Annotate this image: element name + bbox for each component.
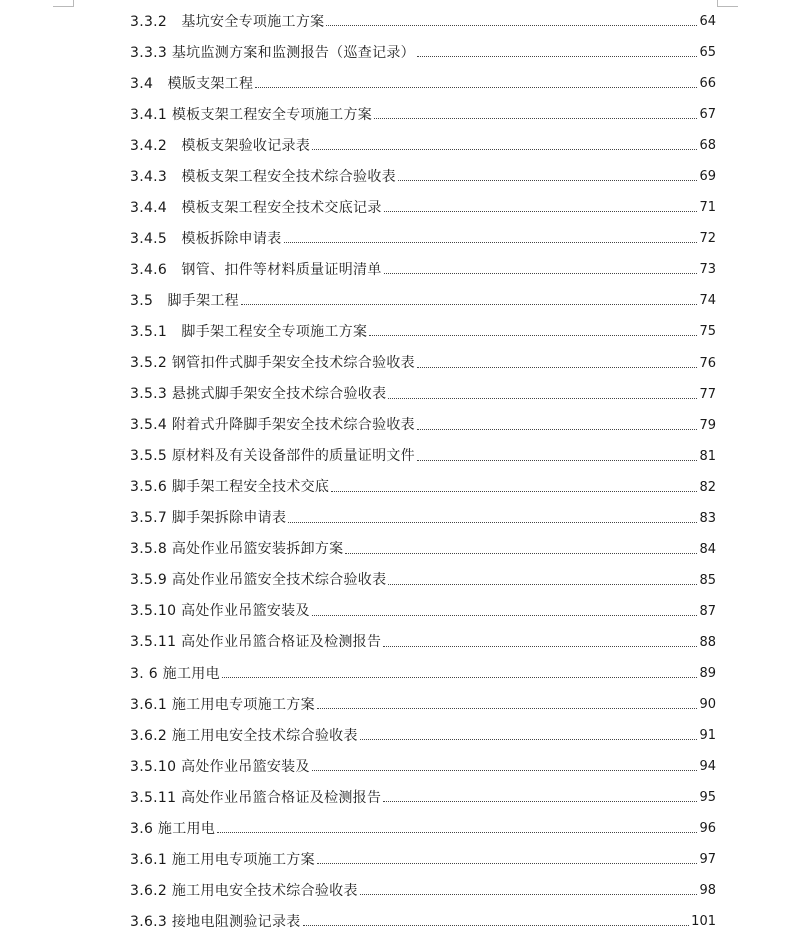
toc-entry[interactable]	[130, 689, 716, 720]
toc-entry[interactable]	[130, 37, 716, 68]
toc-leader-dots	[288, 522, 697, 523]
toc-entry-label: 3.5.2 钢管扣件式脚手架安全技术综合验收表	[130, 355, 415, 372]
toc-entry[interactable]	[130, 130, 716, 161]
crop-mark-top-right	[717, 0, 738, 7]
toc-page-number: 89	[699, 666, 716, 681]
toc-leader-dots	[241, 304, 697, 305]
toc-entry[interactable]	[130, 192, 716, 223]
toc-page-number: 98	[699, 883, 716, 899]
toc-entry[interactable]	[130, 410, 716, 441]
toc-entry[interactable]	[130, 534, 716, 565]
toc-entry-label: 3.4.4 模板支架工程安全技术交底记录	[130, 199, 382, 216]
toc-entry[interactable]	[130, 875, 716, 906]
toc-leader-dots	[360, 739, 698, 740]
toc-entry[interactable]	[130, 99, 716, 130]
toc-page-number: 101	[691, 914, 716, 930]
toc-entry[interactable]	[130, 503, 716, 534]
toc-leader-dots	[369, 335, 697, 336]
toc-leader-dots	[417, 56, 697, 57]
toc-entry-label: 3.6.3 接地电阻测验记录表	[130, 913, 301, 930]
toc-page-number: 81	[699, 448, 716, 464]
toc-entry-label: 3.4.3 模板支架工程安全技术综合验收表	[130, 168, 396, 185]
toc-page-number: 65	[699, 45, 716, 61]
toc-page-number: 67	[699, 107, 716, 123]
toc-page-number: 64	[699, 14, 716, 30]
toc-page-number: 82	[699, 479, 716, 495]
toc-entry[interactable]	[130, 782, 716, 813]
toc-entry[interactable]	[130, 379, 716, 410]
toc-entry[interactable]	[130, 161, 716, 192]
toc-leader-dots	[312, 615, 698, 616]
toc-page-number: 95	[699, 790, 716, 806]
toc-entry-label: 3.6.1 施工用电专项施工方案	[130, 696, 315, 713]
toc-leader-dots	[217, 832, 697, 833]
toc-leader-dots	[255, 87, 697, 88]
toc-leader-dots	[326, 25, 697, 26]
toc-entry-label: 3.5.5 原材料及有关设备部件的质量证明文件	[130, 448, 415, 465]
toc-page-number: 84	[699, 541, 716, 557]
toc-page-number: 69	[699, 169, 716, 185]
toc-page-number: 75	[699, 324, 716, 340]
toc-entry-label: 3.5.10 高处作业吊篮安装及	[130, 603, 310, 620]
toc-entry-label: 3.3.2 基坑安全专项施工方案	[130, 13, 325, 30]
toc-entry[interactable]	[130, 348, 716, 379]
toc-entry-label: 3.6.1 施工用电专项施工方案	[130, 851, 315, 868]
toc-entry-label: 3.6.2 施工用电安全技术综合验收表	[130, 727, 358, 744]
toc-entry-label: 3.5.10 高处作业吊篮安装及	[130, 758, 310, 775]
toc-page-number: 73	[699, 262, 716, 278]
toc-entry[interactable]	[130, 316, 716, 347]
toc-entry-label: 3.4.5 模板拆除申请表	[130, 230, 282, 247]
toc-entry-label: 3.5.11 高处作业吊篮合格证及检测报告	[130, 634, 382, 651]
toc-leader-dots	[317, 863, 698, 864]
toc-entry-label: 3.4.2 模板支架验收记录表	[130, 137, 311, 154]
toc-entry[interactable]	[130, 223, 716, 254]
toc-entry[interactable]	[130, 472, 716, 503]
crop-mark-top-left	[53, 0, 74, 7]
toc-entry[interactable]	[130, 285, 716, 316]
toc-leader-dots	[417, 460, 697, 461]
toc-entry-label: 3.3.3 基坑监测方案和监测报告（巡查记录）	[130, 44, 415, 61]
toc-leader-dots	[383, 646, 697, 647]
toc-page-number: 94	[699, 759, 716, 775]
toc-entry-label: 3.4.1 模板支架工程安全专项施工方案	[130, 106, 373, 123]
toc-entry-label: 3.5.3 悬挑式脚手架安全技术综合验收表	[130, 386, 387, 403]
toc-entry-label: 3.5.9 高处作业吊篮安全技术综合验收表	[130, 572, 387, 589]
toc-leader-dots	[374, 118, 697, 119]
toc-entry-label: 3.6.2 施工用电安全技术综合验收表	[130, 882, 358, 899]
toc-entry[interactable]	[130, 844, 716, 875]
toc-page-number: 87	[699, 603, 716, 619]
toc-leader-dots	[384, 211, 698, 212]
toc-entry-label: 3.5.7 脚手架拆除申请表	[130, 510, 287, 527]
toc-leader-dots	[388, 398, 697, 399]
toc-leader-dots	[312, 770, 698, 771]
toc-leader-dots	[388, 584, 697, 585]
toc-entry-label: 3. 6 施工用电	[130, 665, 220, 682]
toc-leader-dots	[417, 367, 697, 368]
table-of-contents	[130, 6, 716, 937]
toc-entry[interactable]	[130, 68, 716, 99]
toc-leader-dots	[360, 894, 698, 895]
toc-leader-dots	[417, 429, 697, 430]
toc-page-number: 85	[699, 572, 716, 588]
toc-page-number: 79	[699, 417, 716, 433]
toc-leader-dots	[312, 149, 697, 150]
toc-leader-dots	[384, 273, 698, 274]
toc-page-number: 90	[699, 697, 716, 713]
toc-page-number: 68	[699, 138, 716, 154]
toc-entry-label: 3.5.8 高处作业吊篮安装拆卸方案	[130, 541, 344, 558]
toc-entry[interactable]	[130, 596, 716, 627]
toc-leader-dots	[383, 801, 697, 802]
toc-entry-label: 3.5.4 附着式升降脚手架安全技术综合验收表	[130, 417, 415, 434]
toc-page-number: 76	[699, 355, 716, 371]
toc-entry-label: 3.6 施工用电	[130, 820, 216, 837]
toc-entry-label: 3.4.6 钢管、扣件等材料质量证明清单	[130, 261, 382, 278]
toc-page-number: 72	[699, 231, 716, 247]
toc-leader-dots	[317, 708, 698, 709]
toc-leader-dots	[345, 553, 697, 554]
toc-entry[interactable]	[130, 627, 716, 658]
toc-entry[interactable]	[130, 441, 716, 472]
toc-entry[interactable]	[130, 720, 716, 751]
toc-leader-dots	[284, 242, 698, 243]
toc-page-number: 96	[699, 821, 716, 837]
toc-entry[interactable]	[130, 565, 716, 596]
toc-entry[interactable]	[130, 254, 716, 285]
toc-leader-dots	[303, 925, 690, 926]
toc-entry-label: 3.4 模版支架工程	[130, 75, 254, 92]
toc-entry[interactable]	[130, 906, 716, 937]
toc-leader-dots	[222, 677, 698, 678]
toc-entry[interactable]	[130, 6, 716, 37]
toc-page-number: 66	[699, 76, 716, 92]
toc-entry[interactable]	[130, 751, 716, 782]
toc-leader-dots	[398, 180, 698, 181]
toc-page-number: 71	[699, 200, 716, 216]
toc-page-number: 83	[699, 510, 716, 526]
toc-leader-dots	[331, 491, 697, 492]
toc-entry[interactable]	[130, 813, 716, 844]
toc-page-number: 97	[699, 852, 716, 868]
toc-entry-label: 3.5.1 脚手架工程安全专项施工方案	[130, 323, 368, 340]
toc-entry-label: 3.5 脚手架工程	[130, 292, 239, 309]
toc-page-number: 77	[699, 386, 716, 402]
toc-page-number: 91	[699, 728, 716, 744]
toc-page-number: 74	[699, 293, 716, 309]
toc-page-number: 88	[699, 634, 716, 650]
toc-entry[interactable]	[130, 658, 716, 689]
toc-entry-label: 3.5.6 脚手架工程安全技术交底	[130, 479, 330, 496]
toc-entry-label: 3.5.11 高处作业吊篮合格证及检测报告	[130, 789, 382, 806]
